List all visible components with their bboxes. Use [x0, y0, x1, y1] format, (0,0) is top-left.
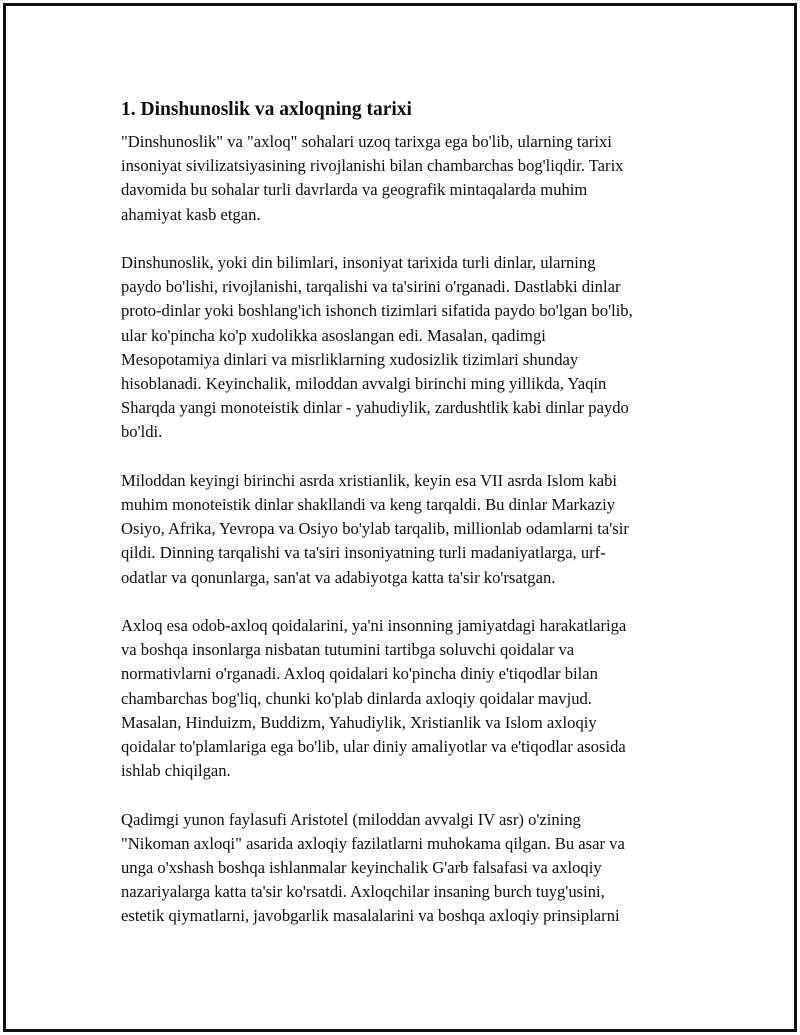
text-line: normativlarni o'rganadi. Axloq qoidalari ko'pincha diniy e'tiqodlar bilan: [121, 664, 598, 684]
text-line: qoidalar to'plamlariga ega bo'lib, ular diniy amaliyotlar va e'tiqodlar asosida: [121, 737, 626, 757]
text-line: qildi. Dinning tarqalishi va ta'siri insoniyatning turli madaniyatlarga, urf-: [121, 543, 606, 563]
section-title: 1. Dinshunoslik va axloqning tarixi: [121, 99, 412, 120]
text-line: "Nikoman axloqi" asarida axloqiy fazilatlarni muhokama qilgan. Bu asar va: [121, 833, 625, 853]
paragraph-2: [121, 251, 696, 445]
text-line: insoniyat sivilizatsiyasining rivojlanishi bilan chambarchas bog'liqdir. Tarix: [121, 156, 624, 176]
text-line: ahamiyat kasb etgan.: [121, 204, 261, 224]
text-line: muhim monoteistik dinlar shakllandi va keng tarqaldi. Bu dinlar Markaziy: [121, 495, 616, 515]
paragraph-3: [121, 469, 696, 590]
page-frame: [3, 3, 797, 1032]
text-line: ular ko'pincha ko'p xudolikka asoslangan edi. Masalan, qadimgi: [121, 325, 546, 345]
document-body: [121, 96, 696, 953]
text-line: Sharqda yangi monoteistik dinlar - yahudiylik, zardushtlik kabi dinlar paydo: [121, 398, 629, 418]
paragraph-4: [121, 614, 696, 783]
text-line: bo'ldi.: [121, 422, 163, 442]
text-line: Qadimgi yunon faylasufi Aristotel (miloddan avvalgi IV asr) o'zining: [121, 809, 581, 829]
text-line: chambarchas bog'liq, chunki ko'plab dinlarda axloqiy qoidalar mavjud.: [121, 688, 592, 708]
text-line: nazariyalarga katta ta'sir ko'rsatdi. Axloqchilar insaning burch tuyg'usini,: [121, 882, 605, 902]
text-line: unga o'xshash boshqa ishlanmalar keyinchalik G'arb falsafasi va axloqiy: [121, 858, 602, 878]
text-line: davomida bu sohalar turli davrlarda va geografik mintaqalarda muhim: [121, 180, 588, 200]
text-line: Axloq esa odob-axloq qoidalarini, ya'ni insonning jamiyatdagi harakatlariga: [121, 616, 627, 636]
text-line: paydo bo'lishi, rivojlanishi, tarqalishi va ta'sirini o'rganadi. Dastlabki dinlar: [121, 277, 621, 297]
text-line: va boshqa insonlarga nisbatan tutumini tartibga soluvchi qoidalar va: [121, 640, 575, 660]
text-line: hisoblanadi. Keyinchalik, miloddan avvalgi birinchi ming yillikda, Yaqin: [121, 374, 607, 394]
text-line: "Dinshunoslik" va "axloq" sohalari uzoq tarixga ega bo'lib, ularning tarixi: [121, 132, 612, 151]
text-line: odatlar va qonunlarga, san'at va adabiyotga katta ta'sir ko'rsatgan.: [121, 567, 556, 587]
text-line: Miloddan keyingi birinchi asrda xristianlik, keyin esa VII asrda Islom kabi: [121, 470, 618, 490]
text-line: Osiyo, Afrika, Yevropa va Osiyo bo'ylab tarqalib, millionlab odamlarni ta'sir: [121, 519, 629, 539]
text-line: Masalan, Hinduizm, Buddizm, Yahudiylik, Xristianlik va Islom axloqiy: [121, 712, 597, 732]
paragraph-5: [121, 808, 696, 929]
text-line: Dinshunoslik, yoki din bilimlari, insoniyat tarixida turli dinlar, ularning: [121, 253, 596, 272]
text-line: proto-dinlar yoki boshlang'ich ishonch tizimlari sifatida paydo bo'lgan bo'lib,: [121, 301, 633, 321]
paragraph-1: [121, 130, 696, 227]
text-line: estetik qiymatlarni, javobgarlik masalalarini va boshqa axloqiy prinsiplarni: [121, 906, 620, 926]
text-line: Mesopotamiya dinlari va misrliklarning xudosizlik tizimlari shunday: [121, 349, 579, 369]
text-line: ishlab chiqilgan.: [121, 761, 231, 781]
